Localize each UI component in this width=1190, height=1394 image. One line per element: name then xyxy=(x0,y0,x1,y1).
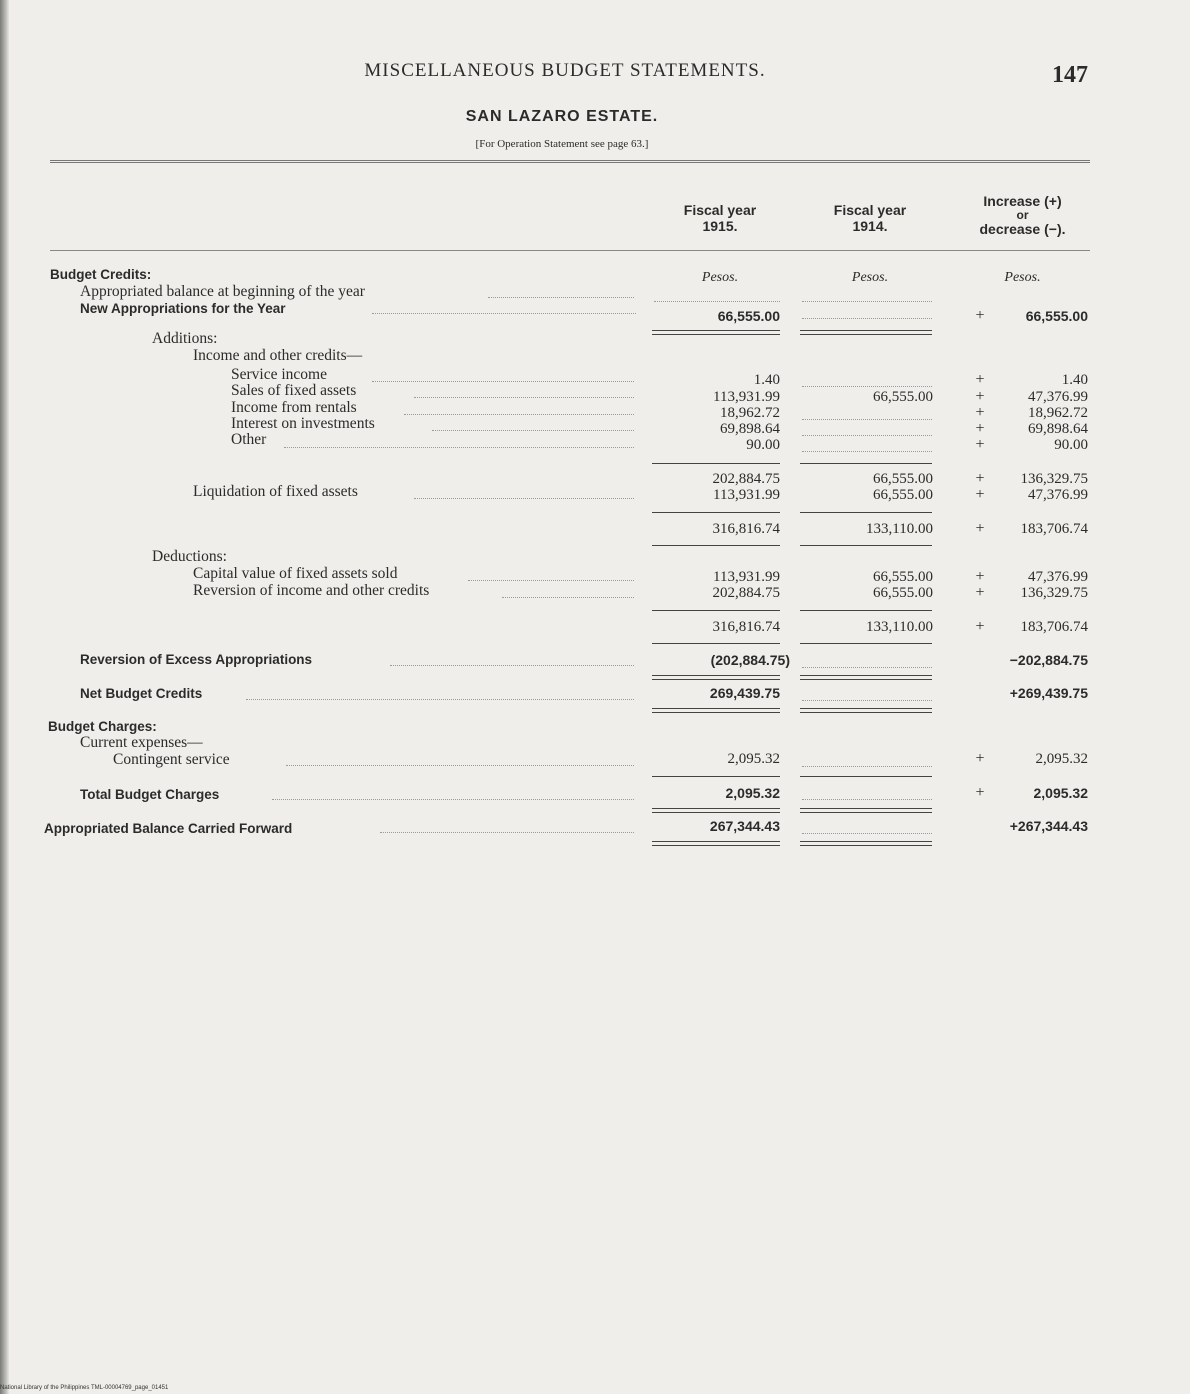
sign: + xyxy=(975,618,985,635)
double-rule xyxy=(800,708,932,713)
row-additions-total-change: 183,706.74 xyxy=(1020,521,1088,537)
row-contingent-1915: 2,095.32 xyxy=(727,751,780,767)
row-approp-balance-label: Appropriated balance at beginning of the year xyxy=(80,283,365,300)
sign: + xyxy=(975,420,985,437)
sign: + xyxy=(975,486,985,503)
leader-dots xyxy=(380,832,634,833)
row-carried-forward-1915: 267,344.43 xyxy=(709,818,780,834)
leader-dots xyxy=(404,414,634,415)
subtotal-rule xyxy=(800,545,932,546)
leader-dots xyxy=(802,799,932,800)
row-interest-label: Interest on investments xyxy=(231,415,375,432)
sign: + xyxy=(975,404,985,421)
sign: + xyxy=(975,520,985,537)
row-net-credits-change: +269,439.75 xyxy=(1009,685,1088,701)
leader-dots xyxy=(802,318,932,319)
section-budget-credits: Budget Credits: xyxy=(50,267,152,282)
row-contingent-change: 2,095.32 xyxy=(1035,751,1088,767)
double-rule xyxy=(800,675,932,680)
sign: + xyxy=(975,568,985,585)
leader-dots xyxy=(246,699,634,700)
double-rule xyxy=(652,708,780,713)
leader-dots xyxy=(488,297,634,298)
unit-change: Pesos. xyxy=(1004,270,1041,285)
leader-dots xyxy=(802,419,932,420)
leader-dots xyxy=(802,700,932,701)
page-edge xyxy=(0,0,9,1394)
page-number: 147 xyxy=(1052,62,1088,88)
row-income-total-1914: 66,555.00 xyxy=(873,471,933,487)
leader-dots xyxy=(802,435,932,436)
sign: + xyxy=(975,784,985,801)
row-liquidation-change: 47,376.99 xyxy=(1028,487,1088,503)
subtotal-rule xyxy=(800,643,932,644)
leader-dots xyxy=(654,301,780,302)
subtotal-rule xyxy=(800,776,932,777)
row-other-1915: 90.00 xyxy=(746,437,780,453)
double-rule xyxy=(652,808,780,813)
double-rule xyxy=(800,808,932,813)
subtotal-rule xyxy=(800,610,932,611)
row-other-label: Other xyxy=(231,431,267,448)
leader-dots xyxy=(802,833,932,834)
leader-dots xyxy=(802,766,932,767)
page-title: SAN LAZARO ESTATE. xyxy=(465,108,659,125)
row-additions-total-1915: 316,816.74 xyxy=(712,521,780,537)
row-new-approp-1915: 66,555.00 xyxy=(717,308,780,324)
row-new-approp-change: 66,555.00 xyxy=(1025,308,1088,324)
row-total-charges-change: 2,095.32 xyxy=(1033,785,1088,801)
header-change: Increase (+) or decrease (−). xyxy=(979,193,1066,237)
row-reversion-excess-1915: (202,884.75) xyxy=(710,652,790,668)
sign: + xyxy=(975,371,985,388)
section-income-other: Income and other credits— xyxy=(193,347,363,364)
leader-dots xyxy=(372,313,636,314)
subtotal-rule xyxy=(652,610,780,611)
unit-fy1914: Pesos. xyxy=(851,270,889,285)
row-new-approp-label: New Appropriations for the Year xyxy=(80,301,286,316)
row-contingent-label: Contingent service xyxy=(113,751,230,768)
row-income-rentals-label: Income from rentals xyxy=(231,399,357,416)
header-rule xyxy=(50,250,1090,251)
row-reversion-excess-change: −202,884.75 xyxy=(1009,652,1088,668)
leader-dots xyxy=(432,430,634,431)
row-capital-value-1915: 113,931.99 xyxy=(713,569,780,585)
subtotal-rule xyxy=(652,643,780,644)
row-deductions-total-change: 183,706.74 xyxy=(1020,619,1088,635)
sign: + xyxy=(975,388,985,405)
row-net-credits-1915: 269,439.75 xyxy=(709,685,780,701)
row-reversion-income-label: Reversion of income and other credits xyxy=(193,582,430,599)
leader-dots xyxy=(468,580,634,581)
leader-dots xyxy=(802,386,932,387)
header-fy1915: Fiscal year 1915. xyxy=(683,202,757,234)
subtotal-rule xyxy=(800,512,932,513)
leader-dots xyxy=(272,799,634,800)
row-carried-forward-change: +267,344.43 xyxy=(1009,818,1088,834)
scan-footer: National Library of the Philippines TML-00004769_page_01451 xyxy=(0,1385,169,1391)
row-reversion-income-1915: 202,884.75 xyxy=(712,585,780,601)
row-income-total-1915: 202,884.75 xyxy=(712,471,780,487)
row-income-rentals-change: 18,962.72 xyxy=(1028,405,1088,421)
row-reversion-income-1914: 66,555.00 xyxy=(873,585,933,601)
row-capital-value-change: 47,376.99 xyxy=(1028,569,1088,585)
leader-dots xyxy=(414,397,634,398)
sign: + xyxy=(975,436,985,453)
double-rule xyxy=(800,330,932,335)
row-service-income-label: Service income xyxy=(231,366,327,383)
row-other-change: 90.00 xyxy=(1054,437,1088,453)
leader-dots xyxy=(284,447,634,448)
top-rule xyxy=(50,160,1090,163)
row-sales-fixed-label: Sales of fixed assets xyxy=(231,382,357,399)
row-service-income-change: 1.40 xyxy=(1061,372,1088,388)
section-additions: Additions: xyxy=(152,330,218,347)
header-fy1914: Fiscal year 1914. xyxy=(833,202,907,234)
row-additions-total-1914: 133,110.00 xyxy=(866,521,933,537)
double-rule xyxy=(652,841,780,846)
subtotal-rule xyxy=(652,545,780,546)
row-deductions-total-1914: 133,110.00 xyxy=(866,619,933,635)
row-deductions-total-1915: 316,816.74 xyxy=(712,619,780,635)
subtotal-rule xyxy=(652,463,780,464)
row-income-total-change: 136,329.75 xyxy=(1020,471,1088,487)
row-net-credits-label: Net Budget Credits xyxy=(80,686,203,701)
row-liquidation-1914: 66,555.00 xyxy=(873,487,933,503)
sign: + xyxy=(975,584,985,601)
section-budget-charges: Budget Charges: xyxy=(48,719,157,734)
row-reversion-excess-label: Reversion of Excess Appropriations xyxy=(80,652,313,667)
row-capital-value-1914: 66,555.00 xyxy=(873,569,933,585)
row-sales-fixed-1915: 113,931.99 xyxy=(713,389,780,405)
row-sales-fixed-1914: 66,555.00 xyxy=(873,389,933,405)
leader-dots xyxy=(390,665,634,666)
section-current-expenses: Current expenses— xyxy=(80,734,203,751)
section-deductions: Deductions: xyxy=(152,548,227,565)
leader-dots xyxy=(502,597,634,598)
running-head: MISCELLANEOUS BUDGET STATEMENTS. xyxy=(364,60,766,81)
row-total-charges-1915: 2,095.32 xyxy=(725,785,780,801)
row-total-charges-label: Total Budget Charges xyxy=(80,787,220,802)
row-reversion-income-change: 136,329.75 xyxy=(1020,585,1088,601)
leader-dots xyxy=(372,381,634,382)
leader-dots xyxy=(802,667,932,668)
leader-dots xyxy=(802,301,932,302)
row-interest-change: 69,898.64 xyxy=(1028,421,1088,437)
page-subtitle: [For Operation Statement see page 63.] xyxy=(475,138,649,150)
subtotal-rule xyxy=(652,512,780,513)
sign: + xyxy=(975,307,985,324)
row-service-income-1915: 1.40 xyxy=(753,372,780,388)
row-liquidation-1915: 113,931.99 xyxy=(713,487,780,503)
row-liquidation-label: Liquidation of fixed assets xyxy=(193,483,358,500)
row-capital-value-label: Capital value of fixed assets sold xyxy=(193,565,398,582)
leader-dots xyxy=(414,498,634,499)
row-sales-fixed-change: 47,376.99 xyxy=(1028,389,1088,405)
double-rule xyxy=(652,675,780,680)
subtotal-rule xyxy=(800,463,932,464)
sign: + xyxy=(975,750,985,767)
row-income-rentals-1915: 18,962.72 xyxy=(720,405,780,421)
double-rule xyxy=(652,330,780,335)
leader-dots xyxy=(802,451,932,452)
row-interest-1915: 69,898.64 xyxy=(720,421,780,437)
leader-dots xyxy=(286,765,634,766)
sign: + xyxy=(975,470,985,487)
unit-fy1915: Pesos. xyxy=(701,270,739,285)
double-rule xyxy=(800,841,932,846)
row-carried-forward-label: Appropriated Balance Carried Forward xyxy=(44,821,293,836)
subtotal-rule xyxy=(652,776,780,777)
